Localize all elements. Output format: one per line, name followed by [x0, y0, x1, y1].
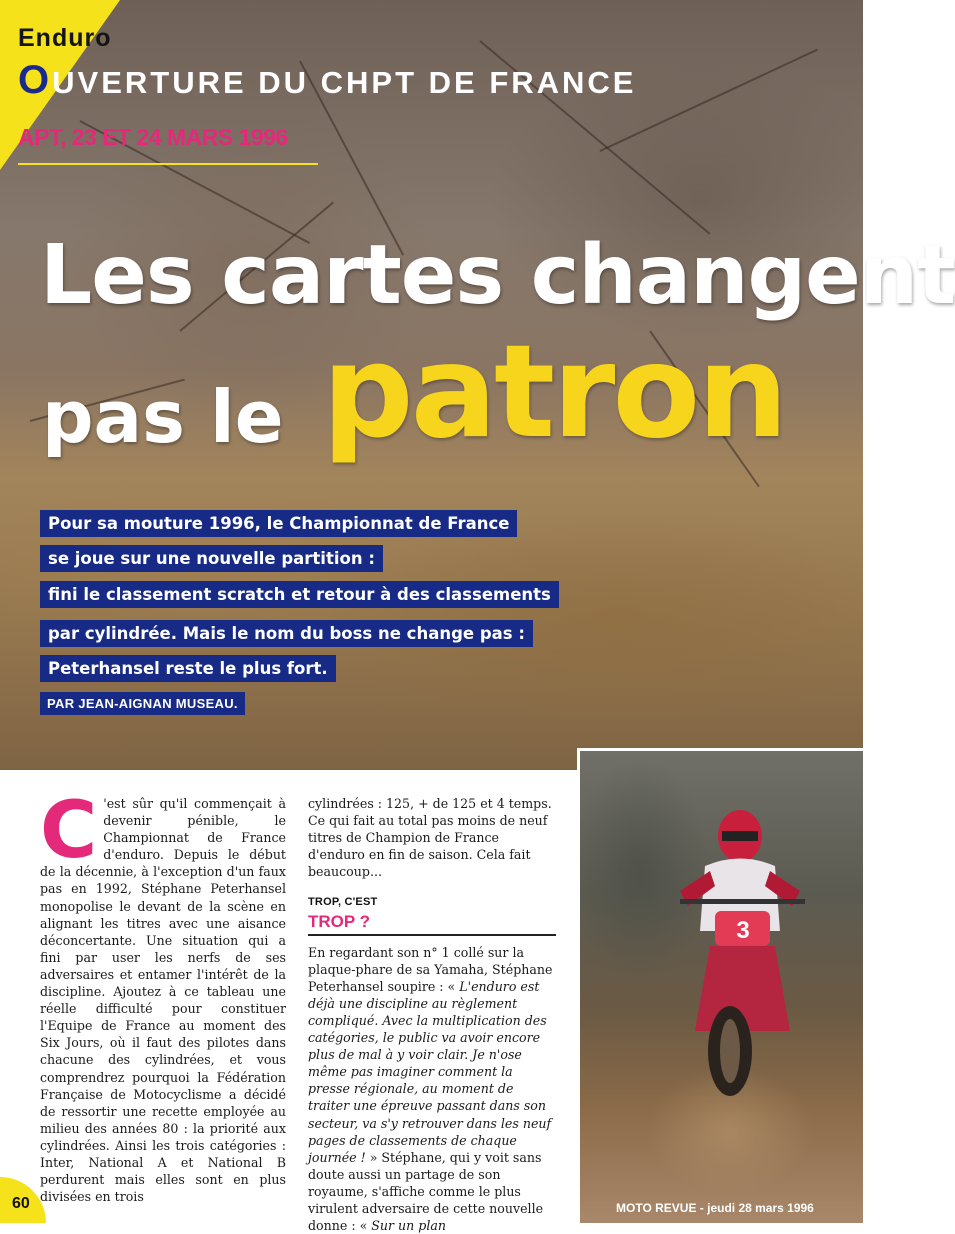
rider-illustration — [670, 781, 820, 1101]
subhead-title: TROP ? — [308, 911, 371, 931]
article-paragraph: 'est sûr qu'il commençait à devenir pénible, le Championnat de France d'enduro. Depuis le début de la décennie, à l'exception d'un faux pas en 1992, Stéphane Peterhansel monopolise le devant de la scène en alignant les titres avec une aisance déconcertante. Une situation qui a fini par user les nerfs de ses adversaires et entamer l'intérêt de la discipline. Ajoutez à ce tableau une réelle difficulté pour constituer l'Equipe de France au moment des Six Jours, où il faut des pilotes dans chacune des cylindrées, et vous comprendrez pourquoi la Fédération Française de Motocyclisme a décidé de ressortir une recette employée au milieu des années 80 : la priorité aux cylindrées. Ainsi les trois catégories : Inter, National A et National B perdurent mais elles sont en plus divisées en trois — [40, 796, 286, 1205]
headline-line-2-white: pas le — [42, 375, 284, 459]
subhead-kicker: TROP, C'EST — [308, 896, 378, 909]
article-column-2 — [308, 795, 556, 1234]
byline: PAR JEAN-AIGNAN MUSEAU. — [40, 692, 245, 715]
kicker-title: OUVERTURE DU CHPT DE FRANCE — [18, 58, 637, 102]
intro-line: fini le classement scratch et retour à des classements — [40, 581, 559, 608]
headline-line-2-yellow: patron — [322, 318, 786, 467]
subhead-rule — [308, 934, 556, 936]
article-paragraph: En regardant son n° 1 collé sur la plaque-phare de sa Yamaha, Stéphane Peterhansel soupire : « L'enduro est déjà une discipline au règlement compliqué. Avec la multiplication des catégories, le public va avoir encore plus de mal à y voir clair. Je n'ose même pas imaginer comment la presse régionale, au moment de traiter une épreuve passant dans son secteur, va s'y retrouver dans les neuf pages de classements de chaque journée ! » Stéphane, qui y voit sans doute aussi un partage de son royaume, s'affiche comme le plus virulent adversaire de cette nouvelle donne : « Sur un plan — [308, 944, 553, 1234]
event-date: APT, 23 ET 24 MARS 1996 — [18, 124, 288, 150]
race-number: 3 — [736, 917, 750, 944]
article-paragraph: cylindrées : 125, + de 125 et 4 temps. Ce qui fait au total pas moins de neuf titres de Champion de France d'enduro en fin de saison. Cela fait beaucoup... — [308, 796, 552, 880]
article-column-1 — [40, 786, 286, 1205]
rider-photo — [577, 748, 863, 1223]
date-underline — [18, 163, 318, 165]
intro-line: Pour sa mouture 1996, le Championnat de France — [40, 510, 517, 537]
intro-line: se joue sur une nouvelle partition : — [40, 545, 383, 572]
headline-line-1: Les cartes changent — [40, 228, 955, 323]
intro-line: par cylindrée. Mais le nom du boss ne change pas : — [40, 620, 533, 647]
intro-line: Peterhansel reste le plus fort. — [40, 655, 336, 682]
drop-cap: C — [40, 786, 98, 876]
section-label: Enduro — [18, 24, 112, 52]
page-number: 60 — [12, 1195, 30, 1212]
photo-caption: MOTO REVUE - jeudi 28 mars 1996 — [616, 1201, 814, 1215]
